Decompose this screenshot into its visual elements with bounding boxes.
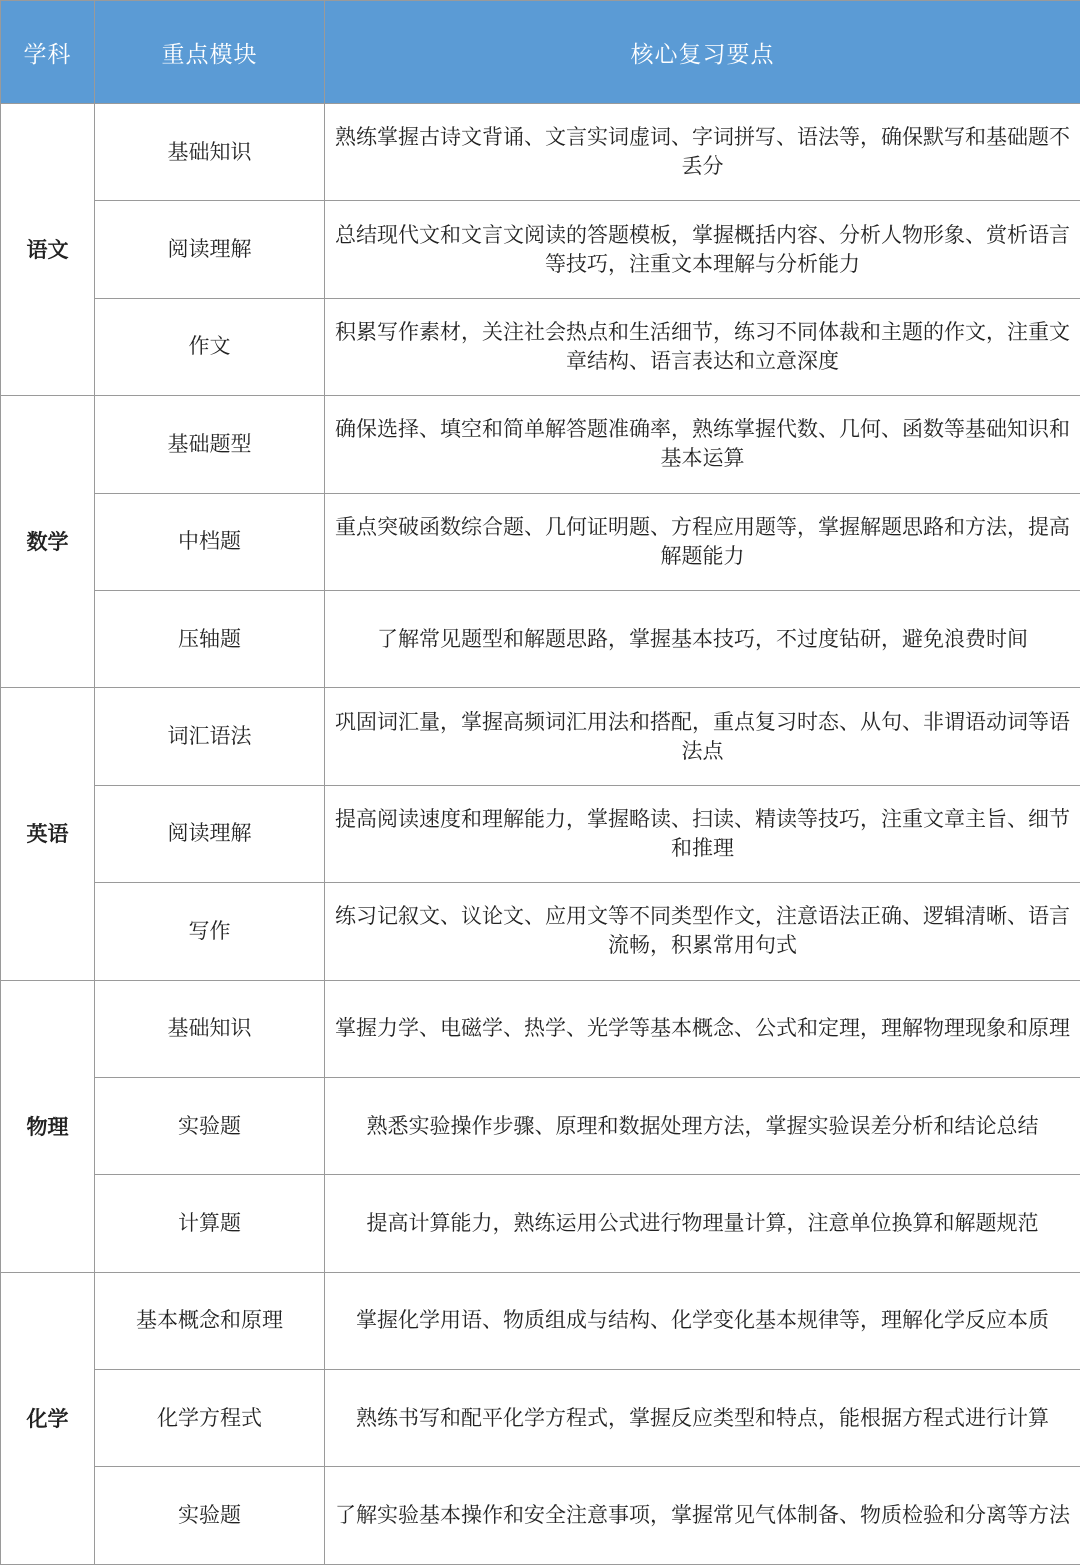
- module-cell: 基本概念和原理: [95, 1272, 325, 1369]
- points-cell: 掌握力学、电磁学、热学、光学等基本概念、公式和定理，理解物理现象和原理: [325, 980, 1080, 1077]
- points-cell: 积累写作素材，关注社会热点和生活细节，练习不同体裁和主题的作文，注重文章结构、语言表达和立意深度: [325, 298, 1080, 395]
- module-cell: 写作: [95, 883, 325, 980]
- module-cell: 基础知识: [95, 104, 325, 201]
- table-row: [1, 785, 1080, 882]
- points-cell: 提高阅读速度和理解能力，掌握略读、扫读、精读等技巧，注重文章主旨、细节和推理: [325, 785, 1080, 882]
- module-cell: 化学方程式: [95, 1370, 325, 1467]
- subject-cell-math: 数学: [1, 396, 95, 688]
- table-row: [1, 104, 1080, 201]
- subject-cell-physics: 物理: [1, 980, 95, 1272]
- module-cell: 实验题: [95, 1077, 325, 1174]
- table-body: [1, 104, 1080, 1565]
- table-row: [1, 1370, 1080, 1467]
- table-row: [1, 1175, 1080, 1272]
- points-cell: 熟练掌握古诗文背诵、文言实词虚词、字词拼写、语法等，确保默写和基础题不丢分: [325, 104, 1080, 201]
- module-cell: 中档题: [95, 493, 325, 590]
- table-row: [1, 883, 1080, 980]
- table-row: [1, 396, 1080, 493]
- table-row: [1, 1077, 1080, 1174]
- module-cell: 基础知识: [95, 980, 325, 1077]
- table-header: [1, 1, 1080, 104]
- header-row: [1, 1, 1080, 104]
- subject-cell-chinese: 语文: [1, 104, 95, 396]
- header-module: 重点模块: [95, 1, 325, 104]
- points-cell: 总结现代文和文言文阅读的答题模板，掌握概括内容、分析人物形象、赏析语言等技巧，注重文本理解与分析能力: [325, 201, 1080, 298]
- points-cell: 熟悉实验操作步骤、原理和数据处理方法，掌握实验误差分析和结论总结: [325, 1077, 1080, 1174]
- module-cell: 压轴题: [95, 590, 325, 687]
- module-cell: 作文: [95, 298, 325, 395]
- module-cell: 阅读理解: [95, 785, 325, 882]
- module-cell: 计算题: [95, 1175, 325, 1272]
- subject-cell-chemistry: 化学: [1, 1272, 95, 1564]
- table-row: [1, 1272, 1080, 1369]
- module-cell: 阅读理解: [95, 201, 325, 298]
- points-cell: 确保选择、填空和简单解答题准确率，熟练掌握代数、几何、函数等基础知识和基本运算: [325, 396, 1080, 493]
- table-row: [1, 493, 1080, 590]
- points-cell: 提高计算能力，熟练运用公式进行物理量计算，注意单位换算和解题规范: [325, 1175, 1080, 1272]
- points-cell: 了解常见题型和解题思路，掌握基本技巧，不过度钻研，避免浪费时间: [325, 590, 1080, 687]
- module-cell: 词汇语法: [95, 688, 325, 785]
- module-cell: 实验题: [95, 1467, 325, 1564]
- table-row: [1, 688, 1080, 785]
- table-row: [1, 298, 1080, 395]
- points-cell: 练习记叙文、议论文、应用文等不同类型作文，注意语法正确、逻辑清晰、语言流畅，积累常用句式: [325, 883, 1080, 980]
- points-cell: 巩固词汇量，掌握高频词汇用法和搭配，重点复习时态、从句、非谓语动词等语法点: [325, 688, 1080, 785]
- table-row: [1, 1467, 1080, 1564]
- table-row: [1, 980, 1080, 1077]
- points-cell: 了解实验基本操作和安全注意事项，掌握常见气体制备、物质检验和分离等方法: [325, 1467, 1080, 1564]
- subject-cell-english: 英语: [1, 688, 95, 980]
- points-cell: 熟练书写和配平化学方程式，掌握反应类型和特点，能根据方程式进行计算: [325, 1370, 1080, 1467]
- table-row: [1, 590, 1080, 687]
- header-subject: 学科: [1, 1, 95, 104]
- points-cell: 掌握化学用语、物质组成与结构、化学变化基本规律等，理解化学反应本质: [325, 1272, 1080, 1369]
- header-key-points: 核心复习要点: [325, 1, 1080, 104]
- points-cell: 重点突破函数综合题、几何证明题、方程应用题等，掌握解题思路和方法，提高解题能力: [325, 493, 1080, 590]
- table-row: [1, 201, 1080, 298]
- module-cell: 基础题型: [95, 396, 325, 493]
